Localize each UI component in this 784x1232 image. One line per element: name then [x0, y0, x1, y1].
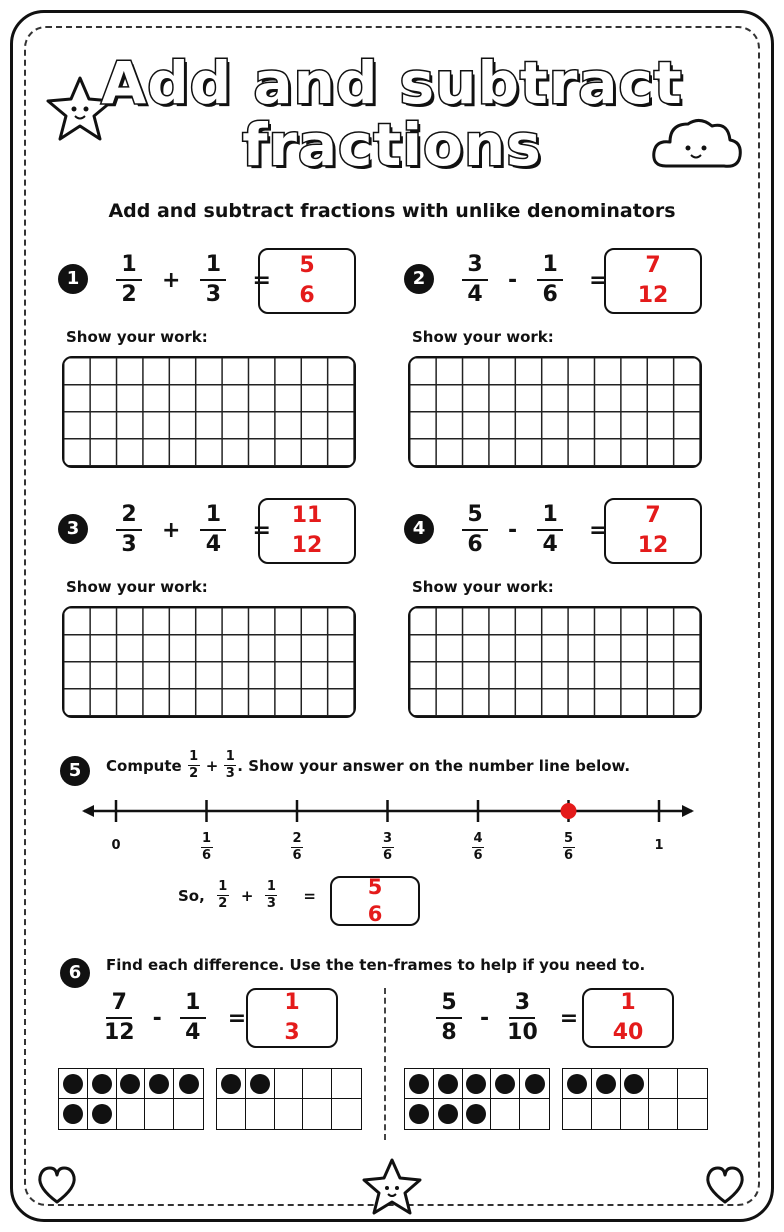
ten-frame-cell: [649, 1069, 678, 1099]
ten-frame-cell: [678, 1069, 707, 1099]
ten-frame-cell: [88, 1099, 117, 1129]
ten-frame-cell: [592, 1069, 621, 1099]
ten-frame-cell: [520, 1069, 549, 1099]
answer-box-3[interactable]: [258, 498, 356, 564]
page-title-line-2: fractions: [242, 111, 542, 179]
answer-fraction: [613, 991, 644, 1045]
fraction-b: [265, 880, 277, 911]
answer-box-5[interactable]: [330, 876, 420, 926]
problem-number-5: 5: [60, 756, 90, 786]
compute-word: Compute: [106, 756, 182, 775]
denominator: 4: [542, 532, 558, 557]
numerator: 4: [473, 831, 483, 846]
operator: +: [240, 886, 254, 905]
ten-frame-cell: [275, 1099, 304, 1129]
show-work-label: Show your work:: [66, 578, 208, 596]
numerator: 1: [218, 879, 228, 894]
tick-label: 1: [654, 838, 664, 853]
fraction-a: [116, 253, 142, 307]
equals-sign: =: [559, 1005, 579, 1031]
denominator: 6: [467, 532, 483, 557]
numerator: 2: [292, 831, 302, 846]
operator: -: [508, 267, 518, 293]
page-title-line-1: Add and subtract: [101, 49, 683, 117]
ten-frame: [562, 1068, 708, 1130]
ten-frame-cell: [303, 1099, 332, 1129]
numerator: 1: [284, 990, 300, 1015]
ten-frame: [404, 1068, 550, 1130]
numerator: 1: [542, 252, 558, 277]
counter-dot: [92, 1074, 112, 1094]
counter-dot: [466, 1104, 486, 1124]
counter-dot: [466, 1074, 486, 1094]
answer-box-6-left[interactable]: [246, 988, 338, 1048]
operator: +: [162, 267, 181, 293]
work-grid-2[interactable]: [408, 356, 702, 468]
fraction-a: [217, 880, 229, 911]
heart-icon: [702, 1164, 748, 1206]
divider: [384, 988, 386, 1140]
tick-label: [563, 832, 575, 863]
counter-dot: [63, 1074, 83, 1094]
counter-dot: [221, 1074, 241, 1094]
number-line-marker: [561, 803, 577, 819]
counter-dot: [624, 1074, 644, 1094]
fraction-b: [537, 253, 563, 307]
numerator: 7: [645, 253, 661, 278]
problem-number-3: 3: [58, 514, 88, 544]
ten-frame-cell: [405, 1099, 434, 1129]
numerator: 1: [542, 502, 558, 527]
heart-icon: [34, 1164, 80, 1206]
denominator: 2: [218, 896, 228, 911]
denominator: 3: [225, 766, 235, 781]
fraction-b: [200, 503, 226, 557]
denominator: 4: [205, 532, 222, 557]
ten-frame-cell: [275, 1069, 304, 1099]
ten-frame-cell: [463, 1069, 492, 1099]
denominator: 6: [292, 848, 302, 863]
counter-dot: [120, 1074, 140, 1094]
fraction-a: [436, 991, 462, 1045]
numerator: 3: [514, 990, 531, 1015]
equals-sign: =: [589, 517, 608, 543]
answer-fraction: [638, 504, 669, 558]
denominator: 12: [637, 533, 669, 558]
numerator: 7: [645, 503, 661, 528]
numerator: 3: [382, 831, 393, 846]
tick-label: [472, 832, 484, 863]
answer-fraction: [294, 254, 320, 308]
denominator: 10: [507, 1020, 538, 1045]
denominator: 2: [189, 766, 199, 781]
counter-dot: [250, 1074, 270, 1094]
ten-frame-cell: [59, 1099, 88, 1129]
counter-dot: [438, 1074, 458, 1094]
ten-frame-cell: [217, 1099, 246, 1129]
ten-frame-cell: [463, 1099, 492, 1129]
equals-sign: =: [589, 267, 608, 293]
counter-dot: [149, 1074, 169, 1094]
numerator: 5: [467, 502, 483, 527]
counter-dot: [92, 1104, 112, 1124]
ten-frame-cell: [246, 1069, 275, 1099]
tick-label: [382, 832, 394, 863]
ten-frame-cell: [117, 1099, 146, 1129]
ten-frame-cell: [332, 1069, 361, 1099]
counter-dot: [179, 1074, 199, 1094]
ten-frame-cell: [174, 1099, 203, 1129]
denominator: 12: [637, 283, 669, 308]
denominator: 6: [367, 902, 383, 926]
work-grid-1[interactable]: [62, 356, 356, 468]
fraction-b: [180, 991, 206, 1045]
number-line: [80, 796, 700, 826]
numerator: 7: [111, 990, 127, 1015]
problem-6-right-equation: [436, 990, 578, 1046]
answer-fraction: [292, 504, 323, 558]
operator: +: [205, 756, 219, 775]
denominator: 6: [563, 848, 574, 863]
problem-5-prompt: [106, 750, 630, 781]
ten-frame-cell: [563, 1099, 592, 1129]
problem-number-4: 4: [404, 514, 434, 544]
answer-fraction: [362, 877, 388, 925]
counter-dot: [438, 1104, 458, 1124]
counter-dot: [409, 1104, 429, 1124]
ten-frame-cell: [88, 1069, 117, 1099]
numerator: 1: [205, 502, 222, 527]
work-grid-3[interactable]: [62, 606, 356, 718]
fraction-b: [537, 503, 563, 557]
ten-frame-cell: [520, 1099, 549, 1129]
ten-frame-cell: [405, 1069, 434, 1099]
counter-dot: [596, 1074, 616, 1094]
ten-frame-cell: [303, 1069, 332, 1099]
counter-dot: [409, 1074, 429, 1094]
numerator: 1: [189, 749, 199, 764]
numerator: 11: [291, 503, 323, 528]
fraction-a: [462, 503, 488, 557]
problem-4-equation: [462, 502, 608, 558]
denominator: 6: [382, 848, 393, 863]
numerator: 1: [205, 252, 222, 277]
denominator: 3: [266, 896, 276, 911]
denominator: 12: [291, 533, 323, 558]
ten-frame-cell: [59, 1069, 88, 1099]
numerator: 5: [563, 831, 574, 846]
answer-fraction: [638, 254, 669, 308]
problem-number-1: 1: [58, 264, 88, 294]
ten-frame-cell: [621, 1099, 650, 1129]
denominator: 40: [612, 1020, 644, 1045]
ten-frame-cell: [145, 1099, 174, 1129]
problem-5-summary: [178, 880, 316, 911]
fraction-a: [104, 991, 135, 1045]
ten-frame-cell: [649, 1099, 678, 1129]
problem-number-2: 2: [404, 264, 434, 294]
ten-frame-cell: [332, 1099, 361, 1129]
show-work-label: Show your work:: [66, 328, 208, 346]
counter-dot: [567, 1074, 587, 1094]
ten-frame-cell: [117, 1069, 146, 1099]
denominator: 6: [542, 282, 558, 307]
counter-dot: [495, 1074, 515, 1094]
problem-1-equation: [116, 252, 271, 308]
ten-frame-cell: [174, 1069, 203, 1099]
denominator: 12: [104, 1020, 135, 1045]
problem-6-left-equation: [104, 990, 246, 1046]
denominator: 3: [121, 532, 137, 557]
ten-frame-cell: [434, 1099, 463, 1129]
answer-box-6-right[interactable]: [582, 988, 674, 1048]
counter-dot: [63, 1104, 83, 1124]
denominator: 6: [201, 848, 212, 863]
show-work-label: Show your work:: [412, 328, 554, 346]
denominator: 3: [205, 282, 222, 307]
ten-frame-cell: [434, 1069, 463, 1099]
ten-frame: [216, 1068, 362, 1130]
numerator: 1: [266, 879, 276, 894]
problem-2-equation: [462, 252, 608, 308]
page-subtitle: Add and subtract fractions with unlike denominators: [108, 200, 676, 222]
numerator: 1: [225, 749, 235, 764]
numerator: 1: [201, 831, 212, 846]
ten-frame-cell: [491, 1069, 520, 1099]
show-work-label: Show your work:: [412, 578, 554, 596]
problem-5-instruction: . Show your answer on the number line below.: [237, 756, 631, 775]
problem-3-equation: [116, 502, 271, 558]
fraction-b: [200, 253, 226, 307]
tick-label: 0: [111, 838, 121, 853]
ten-frame-cell: [678, 1099, 707, 1129]
denominator: 4: [185, 1020, 201, 1045]
numerator: 5: [299, 253, 315, 278]
numerator: 1: [121, 252, 137, 277]
denominator: 8: [441, 1020, 457, 1045]
fraction-a: [116, 503, 142, 557]
denominator: 2: [121, 282, 137, 307]
ten-frame-cell: [621, 1069, 650, 1099]
tick-label: [291, 832, 303, 863]
ten-frame-cell: [563, 1069, 592, 1099]
fraction-b: [224, 750, 236, 781]
ten-frame-cell: [217, 1069, 246, 1099]
operator: -: [508, 517, 518, 543]
counter-dot: [525, 1074, 545, 1094]
numerator: 2: [121, 502, 137, 527]
answer-box-1[interactable]: [258, 248, 356, 314]
numerator: 3: [467, 252, 483, 277]
ten-frame-cell: [145, 1069, 174, 1099]
problem-6-instruction: Find each difference. Use the ten-frames to help if you need to.: [106, 956, 646, 974]
equals-sign: =: [252, 517, 271, 543]
answer-box-2[interactable]: [604, 248, 702, 314]
answer-fraction: [279, 991, 305, 1045]
numerator: 5: [367, 875, 383, 899]
operator: +: [162, 517, 181, 543]
fraction-a: [462, 253, 488, 307]
so-word: So,: [178, 886, 205, 905]
equals-sign: =: [303, 886, 316, 905]
fraction-a: [188, 750, 200, 781]
equals-sign: =: [227, 1005, 247, 1031]
numerator: 1: [620, 990, 636, 1015]
problem-number-6: 6: [60, 958, 90, 988]
star-icon: [354, 1156, 430, 1216]
work-grid-4[interactable]: [408, 606, 702, 718]
operator: -: [480, 1005, 490, 1031]
ten-frame: [58, 1068, 204, 1130]
tick-label: [201, 832, 213, 863]
denominator: 4: [467, 282, 483, 307]
equals-sign: =: [252, 267, 271, 293]
ten-frame-cell: [491, 1099, 520, 1129]
ten-frame-cell: [246, 1099, 275, 1129]
operator: -: [152, 1005, 162, 1031]
denominator: 6: [299, 283, 315, 308]
numerator: 5: [441, 990, 457, 1015]
ten-frame-cell: [592, 1099, 621, 1129]
numerator: 1: [185, 990, 201, 1015]
answer-box-4[interactable]: [604, 498, 702, 564]
denominator: 3: [284, 1020, 300, 1045]
denominator: 6: [473, 848, 483, 863]
fraction-b: [507, 991, 538, 1045]
